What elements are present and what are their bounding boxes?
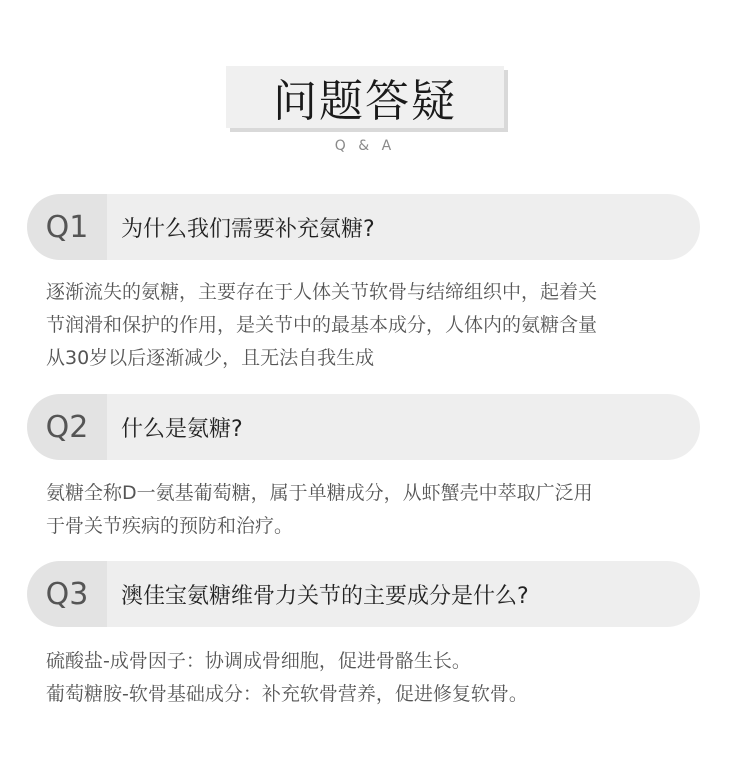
- question-bar-1: [27, 194, 700, 260]
- answer-1-line-2: 节润滑和保护的作用，是关节中的最基本成分，人体内的氨糖含量: [46, 314, 598, 336]
- answer-3-line-1: 硫酸盐-成骨因子：协调成骨细胞，促进骨骼生长。: [46, 650, 471, 672]
- question-text-2: 什么是氨糖?: [121, 416, 243, 442]
- question-bar-3: [27, 561, 700, 627]
- answer-1: [46, 276, 696, 375]
- question-text-3: 澳佳宝氨糖维骨力关节的主要成分是什么?: [121, 583, 529, 609]
- question-text-1: 为什么我们需要补充氨糖?: [121, 216, 375, 242]
- question-number-2: Q2: [27, 394, 107, 460]
- question-number-1: Q1: [27, 194, 107, 260]
- question-bar-2: [27, 394, 700, 460]
- answer-1-line-3: 从30岁以后逐渐减少，且无法自我生成: [46, 347, 375, 369]
- answer-2-line-1: 氨糖全称D一氨基葡萄糖，属于单糖成分，从虾蟹壳中萃取广泛用: [46, 482, 593, 504]
- answer-3: [46, 645, 696, 711]
- page-title: 问题答疑: [273, 76, 457, 127]
- answer-3-line-2: 葡萄糖胺-软骨基础成分：补充软骨营养，促进修复软骨。: [46, 683, 528, 705]
- answer-2-line-2: 于骨关节疾病的预防和治疗。: [46, 515, 294, 537]
- answer-2: [46, 477, 696, 543]
- page-title-box: [226, 66, 504, 128]
- answer-1-line-1: 逐渐流失的氨糖，主要存在于人体关节软骨与结缔组织中，起着关: [46, 281, 598, 303]
- question-number-3: Q3: [27, 561, 107, 627]
- page-subtitle: Q & A: [334, 138, 396, 154]
